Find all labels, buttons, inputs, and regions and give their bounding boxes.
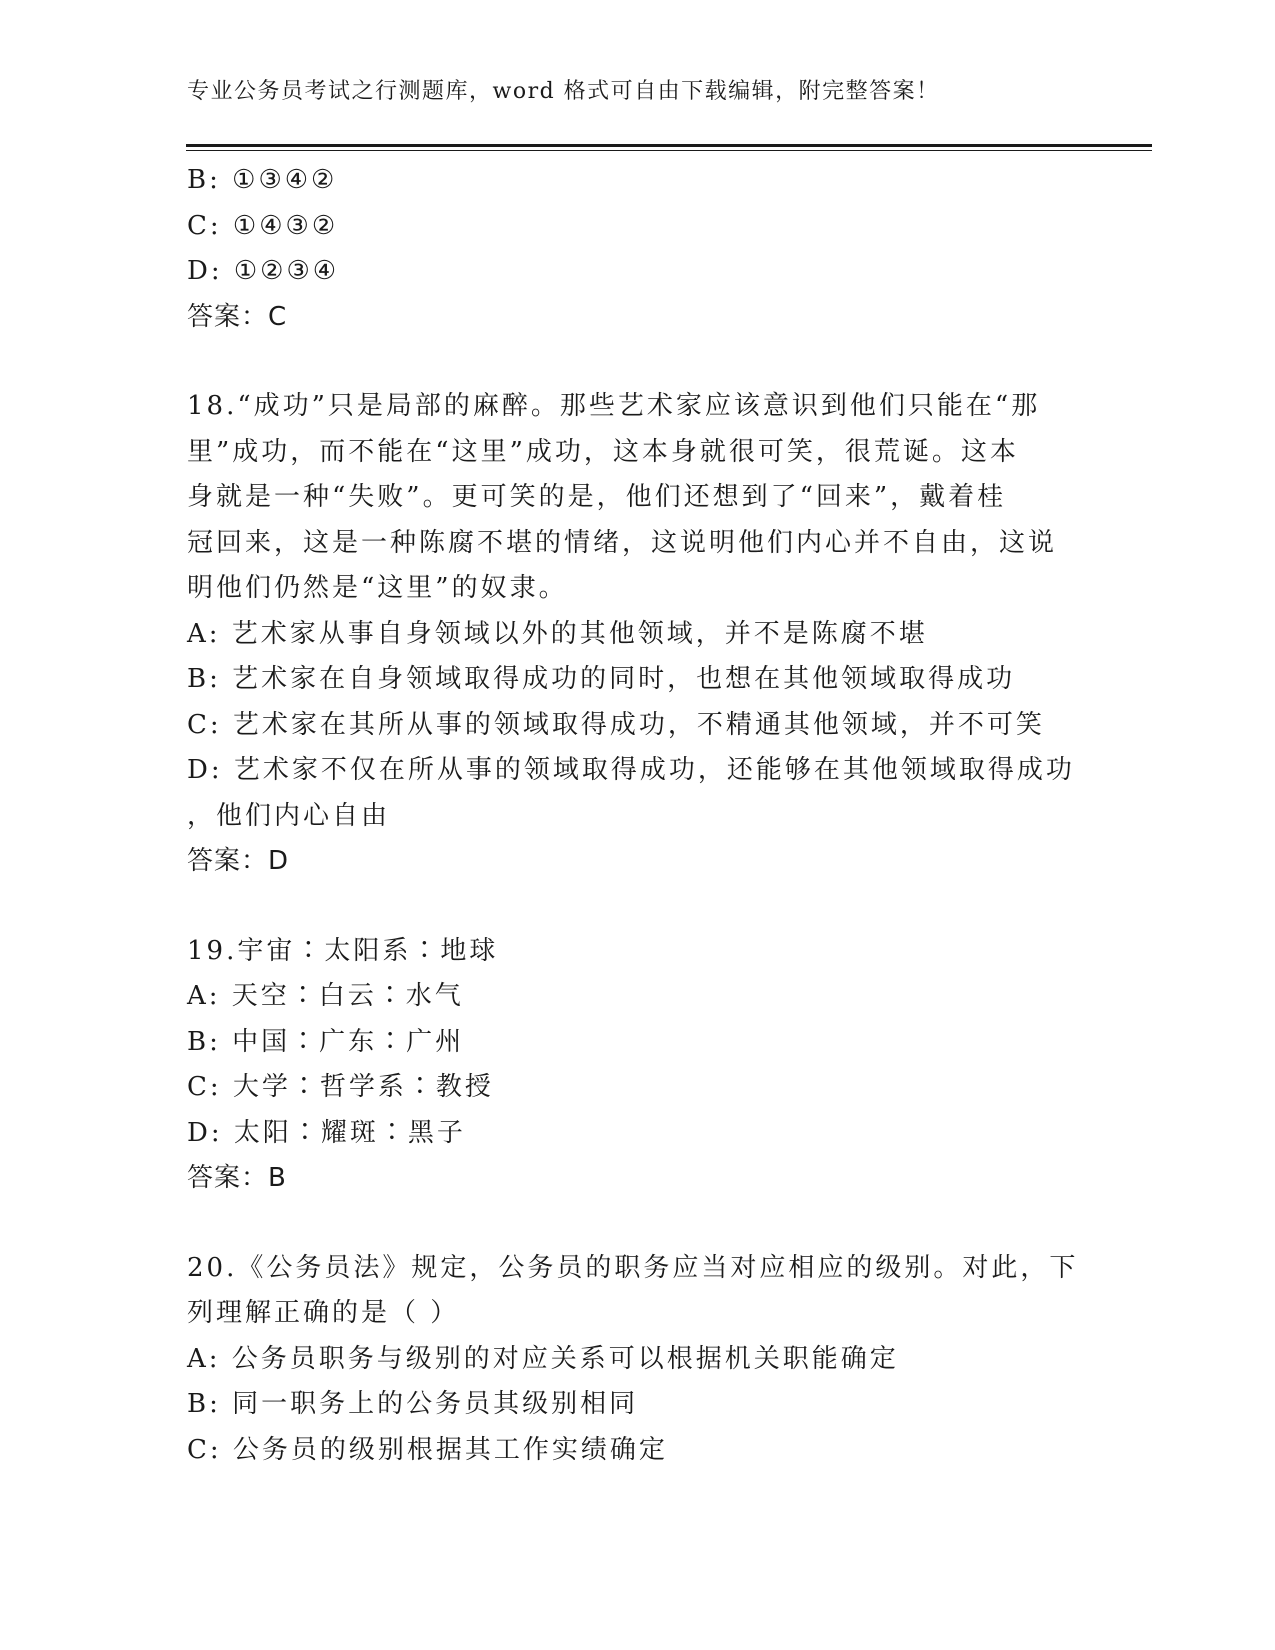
option-a: A: 艺术家从事自身领域以外的其他领域，并不是陈腐不堪 (187, 618, 928, 649)
option-d: D: 太阳∶耀斑∶黑子 (187, 1117, 466, 1148)
question-content (187, 158, 1087, 1473)
stem-line: 18.“成功”只是局部的麻醉。那些艺术家应该意识到他们只能在“那 (187, 391, 1041, 421)
answer-18: 答案：D (187, 846, 290, 876)
page-header: 专业公务员考试之行测题库，word 格式可自由下载编辑，附完整答案！ (187, 79, 940, 104)
stem-line: 冠回来，这是一种陈腐不堪的情绪，这说明他们内心并不自由，这说 (187, 527, 1058, 558)
question-20-stem (187, 1246, 1087, 1337)
stem-line: 里”成功，而不能在“这里”成功，这本身就很可笑，很荒诞。这本 (187, 436, 1019, 467)
option-c: C: 大学∶哲学系∶教授 (187, 1072, 494, 1102)
question-20-options (187, 1337, 1087, 1474)
question-17-options (187, 158, 1087, 295)
option-b: B: 艺术家在自身领域取得成功的同时，也想在其他领域取得成功 (187, 664, 1016, 694)
spacer (187, 885, 1087, 929)
question-19-stem (187, 929, 1087, 975)
option-c: C: ①④③② (187, 210, 339, 241)
question-18-stem (187, 384, 1087, 612)
option-b: B: ①③④② (187, 165, 338, 195)
question-18-options (187, 612, 1087, 840)
stem-line: 20.《公务员法》规定，公务员的职务应当对应相应的级别。对此，下 (187, 1252, 1079, 1283)
spacer (187, 1202, 1087, 1246)
stem-line: 19.宇宙∶太阳系∶地球 (187, 935, 499, 966)
option-d: D: 艺术家不仅在所从事的领域取得成功，还能够在其他领域取得成功 (187, 755, 1075, 785)
option-b: B: 中国∶广东∶广州 (187, 1026, 465, 1057)
stem-line: 列理解正确的是（ ） (187, 1298, 460, 1328)
option-c: C: 艺术家在其所从事的领域取得成功，不精通其他领域，并不可笑 (187, 709, 1045, 740)
header-divider (186, 144, 1152, 147)
spacer (187, 340, 1087, 384)
option-d-continued: ，他们内心自由 (187, 800, 391, 831)
question-19-options (187, 974, 1087, 1156)
option-a: A: 天空∶白云∶水气 (187, 981, 464, 1011)
answer-17: 答案：C (187, 301, 288, 332)
stem-line: 身就是一种“失败”。更可笑的是，他们还想到了“回来”，戴着桂 (187, 482, 1007, 512)
stem-line: 明他们仍然是“这里”的奴隶。 (187, 573, 568, 603)
option-b: B: 同一职务上的公务员其级别相同 (187, 1389, 639, 1419)
answer-19: 答案：B (187, 1163, 287, 1193)
option-d: D: ①②③④ (187, 256, 340, 286)
header-divider-thin (186, 150, 1152, 151)
option-c: C: 公务员的级别根据其工作实绩确定 (187, 1434, 668, 1465)
option-a: A: 公务员职务与级别的对应关系可以根据机关职能确定 (187, 1343, 899, 1374)
